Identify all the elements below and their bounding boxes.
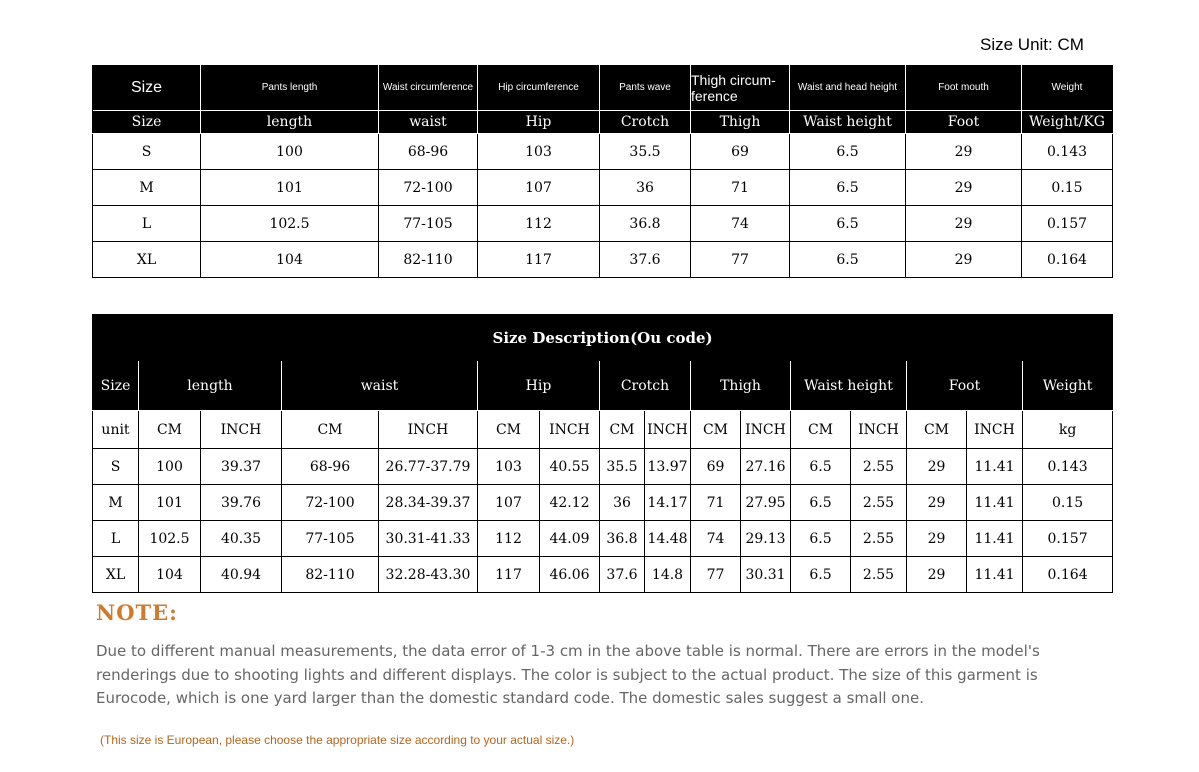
group-length: length	[139, 361, 282, 411]
table-cell: 35.5	[600, 449, 645, 485]
header-crotch: Crotch	[600, 111, 691, 134]
table-cell: 29	[906, 206, 1022, 242]
note-title: NOTE:	[96, 600, 178, 625]
table-cell: 29	[907, 449, 967, 485]
table-cell: 39.37	[201, 449, 282, 485]
group-weight: Weight	[1023, 361, 1113, 411]
table-cell: 102.5	[139, 521, 201, 557]
table-cell: 37.6	[600, 242, 691, 278]
table-cell: 103	[478, 134, 600, 170]
table-cell: 117	[478, 242, 600, 278]
header-en-waist-head-height: Waist and head height	[790, 65, 906, 111]
table-cell: 0.157	[1023, 521, 1113, 557]
table-cell: 112	[478, 206, 600, 242]
size-chart-table	[92, 65, 1113, 278]
unit-cell: CM	[791, 411, 851, 449]
header-weight: Weight/KG	[1022, 111, 1113, 134]
header-en-pants-wave: Pants wave	[600, 65, 691, 111]
table-cell: 11.41	[967, 485, 1023, 521]
table-header-en	[93, 65, 1113, 111]
table-cell: 72-100	[379, 170, 478, 206]
table-cell: 36	[600, 485, 645, 521]
table-cell: 100	[139, 449, 201, 485]
table-cell: 68-96	[379, 134, 478, 170]
table-cell: 29	[906, 134, 1022, 170]
header-waist: waist	[379, 111, 478, 134]
table-cell: 46.06	[540, 557, 600, 593]
header-en-foot-mouth: Foot mouth	[906, 65, 1022, 111]
table-cell: 14.48	[645, 521, 691, 557]
table-cell: 14.8	[645, 557, 691, 593]
unit-cell: INCH	[379, 411, 478, 449]
unit-cell: unit	[93, 411, 139, 449]
table-row	[93, 485, 1113, 521]
table-cell: M	[93, 170, 201, 206]
unit-cell: INCH	[540, 411, 600, 449]
table-title: Size Description(Ou code)	[93, 315, 1113, 361]
table-cell: 117	[478, 557, 540, 593]
header-size: Size	[93, 111, 201, 134]
group-size: Size	[93, 361, 139, 411]
table-cell: 27.95	[741, 485, 791, 521]
header-hip: Hip	[478, 111, 600, 134]
header-en-weight: Weight	[1022, 65, 1113, 111]
table-cell: 6.5	[790, 206, 906, 242]
table-cell: 35.5	[600, 134, 691, 170]
table-cell: 103	[478, 449, 540, 485]
table-cell: 72-100	[282, 485, 379, 521]
header-en-hip: Hip circumference	[478, 65, 600, 111]
unit-cell: CM	[282, 411, 379, 449]
table-cell: L	[93, 206, 201, 242]
table-cell: 77	[691, 557, 741, 593]
table-cell: 40.35	[201, 521, 282, 557]
table-cell: 40.55	[540, 449, 600, 485]
table-cell: 0.164	[1023, 557, 1113, 593]
table-cell: 29	[906, 170, 1022, 206]
table-row	[93, 134, 1113, 170]
unit-cell: INCH	[967, 411, 1023, 449]
table-cell: S	[93, 134, 201, 170]
table-group-header	[93, 361, 1113, 411]
table-cell: 6.5	[791, 521, 851, 557]
table-row	[93, 557, 1113, 593]
table-unit-row	[93, 411, 1113, 449]
table-cell: 13.97	[645, 449, 691, 485]
table-cell: 2.55	[851, 521, 907, 557]
unit-cell: INCH	[851, 411, 907, 449]
table-cell: 14.17	[645, 485, 691, 521]
table-cell: 74	[691, 521, 741, 557]
unit-cell: CM	[139, 411, 201, 449]
table-cell: 29	[907, 521, 967, 557]
table-cell: 101	[201, 170, 379, 206]
table-cell: 36	[600, 170, 691, 206]
table-cell: 6.5	[790, 170, 906, 206]
table-cell: 6.5	[791, 449, 851, 485]
table-cell: 82-110	[282, 557, 379, 593]
group-thigh: Thigh	[691, 361, 791, 411]
unit-cell: CM	[478, 411, 540, 449]
table-cell: 36.8	[600, 521, 645, 557]
table-cell: 82-110	[379, 242, 478, 278]
table-cell: 30.31	[741, 557, 791, 593]
table-row	[93, 521, 1113, 557]
size-unit-label: Size Unit: CM	[980, 35, 1084, 54]
unit-cell: INCH	[741, 411, 791, 449]
group-waist: waist	[282, 361, 478, 411]
table-cell: 71	[691, 170, 790, 206]
table-cell: 29	[906, 242, 1022, 278]
table-cell: 6.5	[790, 242, 906, 278]
table-cell: 0.15	[1023, 485, 1113, 521]
table-cell: 0.15	[1022, 170, 1113, 206]
table-cell: 71	[691, 485, 741, 521]
table-cell: 0.157	[1022, 206, 1113, 242]
group-hip: Hip	[478, 361, 600, 411]
table-row	[93, 449, 1113, 485]
table-cell: 28.34-39.37	[379, 485, 478, 521]
table-cell: 2.55	[851, 449, 907, 485]
table-cell: 29.13	[741, 521, 791, 557]
table-cell: 26.77-37.79	[379, 449, 478, 485]
table-cell: 100	[201, 134, 379, 170]
note-body: Due to different manual measurements, the data error of 1-3 cm in the above table is normal. There are errors in the model's renderings due to shooting lights and different displays. The color is subject to the actual product. The size of this garment is Eurocode, which is one yard larger than the domestic standard code. The domestic sales suggest a small one.	[96, 642, 1040, 707]
unit-cell: kg	[1023, 411, 1113, 449]
table-cell: 104	[201, 242, 379, 278]
table-cell: 32.28-43.30	[379, 557, 478, 593]
table-row	[93, 170, 1113, 206]
note-disclaimer: (This size is European, please choose the appropriate size according to your actual size.)	[100, 733, 575, 747]
table-cell: 30.31-41.33	[379, 521, 478, 557]
group-foot: Foot	[907, 361, 1023, 411]
size-description-table	[92, 314, 1113, 593]
table-cell: 40.94	[201, 557, 282, 593]
table-cell: 29	[907, 485, 967, 521]
table-cell: 11.41	[967, 521, 1023, 557]
header-en-thigh: Thigh circum-ference	[691, 65, 790, 111]
table-cell: 107	[478, 485, 540, 521]
header-waist-height: Waist height	[790, 111, 906, 134]
header-en-size: Size	[93, 65, 201, 111]
unit-cell: CM	[907, 411, 967, 449]
header-thigh: Thigh	[691, 111, 790, 134]
table-title-row	[93, 315, 1113, 361]
header-foot: Foot	[906, 111, 1022, 134]
table-row	[93, 242, 1113, 278]
table-cell: 6.5	[791, 485, 851, 521]
table-cell: 77-105	[282, 521, 379, 557]
table-cell: L	[93, 521, 139, 557]
unit-cell: INCH	[201, 411, 282, 449]
group-crotch: Crotch	[600, 361, 691, 411]
header-en-waist: Waist circumference	[379, 65, 478, 111]
table-cell: 0.143	[1023, 449, 1113, 485]
table-cell: 36.8	[600, 206, 691, 242]
table-cell: 69	[691, 134, 790, 170]
table-cell: 2.55	[851, 557, 907, 593]
table-cell: 44.09	[540, 521, 600, 557]
table-cell: 74	[691, 206, 790, 242]
table-cell: 6.5	[791, 557, 851, 593]
table-cell: 37.6	[600, 557, 645, 593]
unit-cell: CM	[600, 411, 645, 449]
table-cell: 6.5	[790, 134, 906, 170]
table-cell: 101	[139, 485, 201, 521]
table-cell: 112	[478, 521, 540, 557]
table-cell: 68-96	[282, 449, 379, 485]
table-cell: 104	[139, 557, 201, 593]
table-cell: 107	[478, 170, 600, 206]
table-cell: 0.143	[1022, 134, 1113, 170]
table-cell: 2.55	[851, 485, 907, 521]
table-header-labels	[93, 111, 1113, 134]
table-cell: 11.41	[967, 557, 1023, 593]
table-cell: M	[93, 485, 139, 521]
group-waist-height: Waist height	[791, 361, 907, 411]
table-cell: S	[93, 449, 139, 485]
table-cell: 29	[907, 557, 967, 593]
table-cell: 27.16	[741, 449, 791, 485]
table-cell: XL	[93, 242, 201, 278]
table-cell: 102.5	[201, 206, 379, 242]
table-cell: 0.164	[1022, 242, 1113, 278]
table-row	[93, 206, 1113, 242]
header-length: length	[201, 111, 379, 134]
table-cell: 42.12	[540, 485, 600, 521]
table-cell: 39.76	[201, 485, 282, 521]
table-cell: 11.41	[967, 449, 1023, 485]
unit-cell: INCH	[645, 411, 691, 449]
table-cell: 69	[691, 449, 741, 485]
table-cell: XL	[93, 557, 139, 593]
table-cell: 77	[691, 242, 790, 278]
table-cell: 77-105	[379, 206, 478, 242]
header-en-pants-length: Pants length	[201, 65, 379, 111]
unit-cell: CM	[691, 411, 741, 449]
